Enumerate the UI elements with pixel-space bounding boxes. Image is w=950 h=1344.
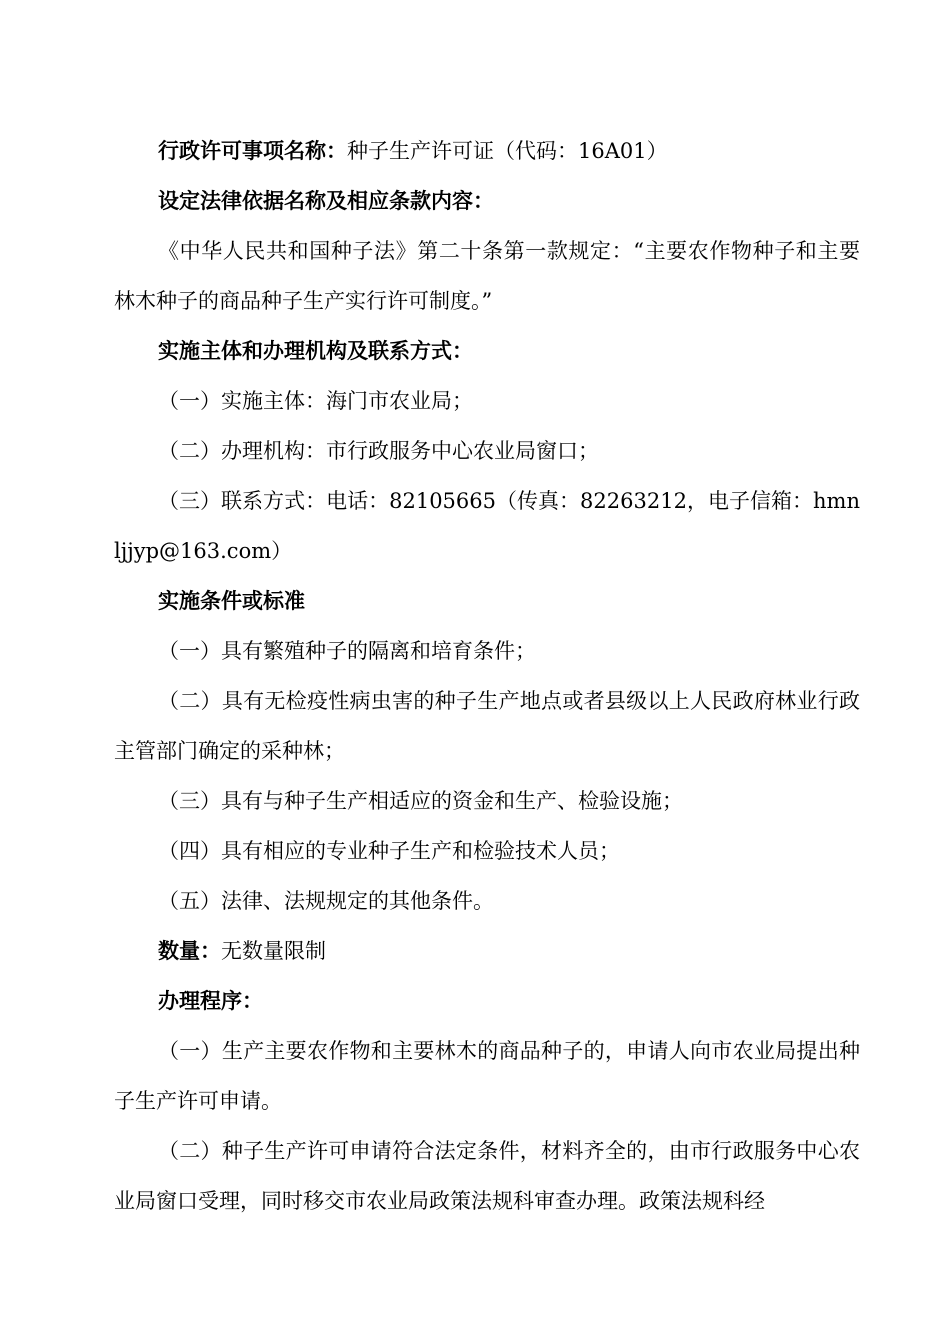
item-name-value: 种子生产许可证（代码：16A01） [347, 139, 668, 163]
legal-basis-heading: 设定法律依据名称及相应条款内容： [158, 188, 494, 213]
condition-item: （一）具有繁殖种子的隔离和培育条件； [158, 639, 536, 663]
legal-basis-text: 《中华人民共和国种子法》第二十条第一款规定：“主要农作物种子和主要林木种子的商品种子生产实行许可制度。” [114, 239, 860, 313]
document-page [114, 126, 860, 1226]
agency-contact: （三）联系方式：电话：82105665（传真：82263212，电子信箱：hmnljjyp@163.com） [114, 489, 860, 563]
procedure-item: （二）种子生产许可申请符合法定条件，材料齐全的，由市行政服务中心农业局窗口受理，同时移交市农业局政策法规科审查办理。政策法规科经 [114, 1139, 860, 1213]
procedure-heading: 办理程序： [158, 988, 263, 1013]
item-name-line [114, 126, 860, 176]
quantity-line [114, 926, 860, 976]
quantity-value: 无数量限制 [221, 939, 326, 963]
agency-office: （二）办理机构：市行政服务中心农业局窗口； [158, 439, 599, 463]
condition-item: （四）具有相应的专业种子生产和检验技术人员； [158, 839, 620, 863]
procedure-item: （一）生产主要农作物和主要林木的商品种子的，申请人向市农业局提出种子生产许可申请。 [114, 1039, 860, 1113]
agency-heading: 实施主体和办理机构及联系方式： [158, 338, 473, 363]
item-name-label: 行政许可事项名称： [158, 138, 347, 163]
agency-subject: （一）实施主体：海门市农业局； [158, 389, 473, 413]
condition-item: （二）具有无检疫性病虫害的种子生产地点或者县级以上人民政府林业行政主管部门确定的采种林； [114, 689, 860, 763]
condition-item: （五）法律、法规规定的其他条件。 [158, 889, 494, 913]
condition-item: （三）具有与种子生产相适应的资金和生产、检验设施； [158, 789, 683, 813]
quantity-label: 数量： [158, 938, 221, 963]
conditions-heading: 实施条件或标准 [158, 588, 305, 613]
